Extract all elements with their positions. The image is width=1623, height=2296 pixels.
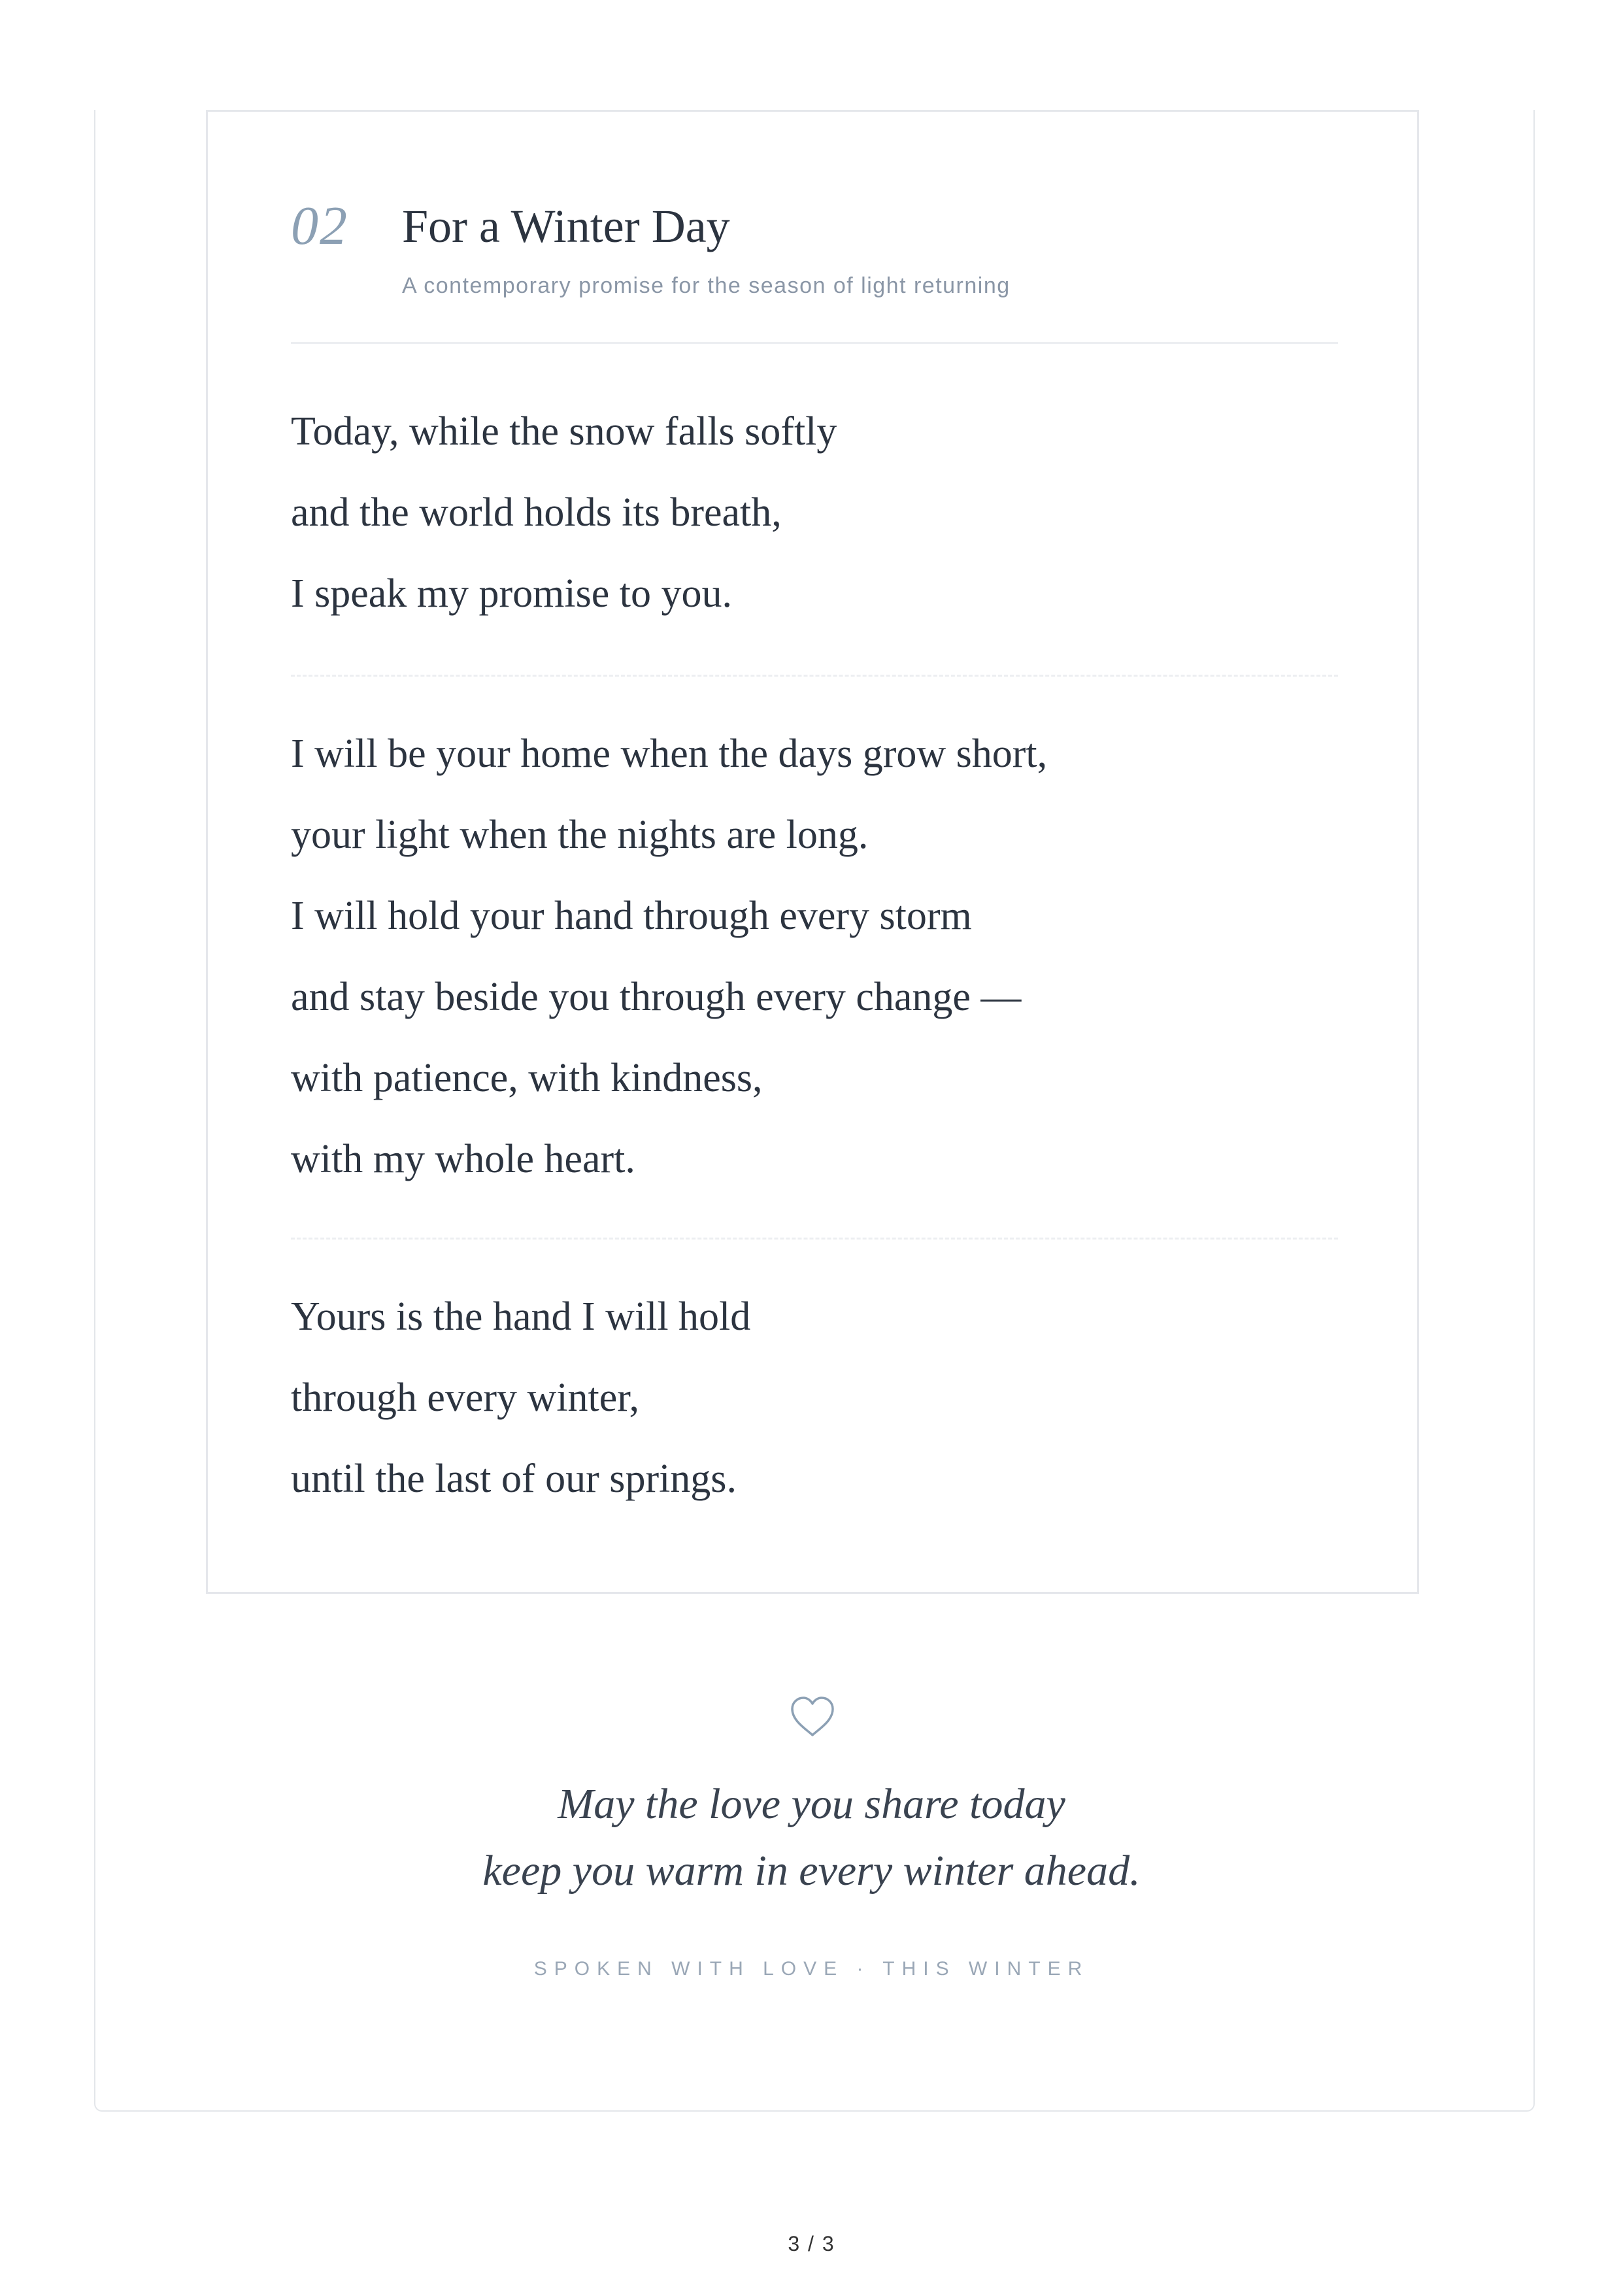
poem-title: For a Winter Day bbox=[402, 200, 730, 252]
heart-outline-icon bbox=[790, 1696, 835, 1738]
section-number: 02 bbox=[291, 195, 348, 256]
poem-line: and the world holds its breath, bbox=[291, 490, 782, 535]
poem-line: with patience, with kindness, bbox=[291, 1056, 763, 1100]
poem-line: I will be your home when the days grow short, bbox=[291, 732, 1048, 776]
poem-header bbox=[291, 187, 1338, 344]
stanza-2 bbox=[291, 713, 1338, 1200]
poem-subtitle: A contemporary promise for the season of light returning bbox=[402, 273, 1011, 298]
blessing-line-1: May the love you share today bbox=[558, 1780, 1065, 1828]
stanza-divider bbox=[291, 675, 1338, 677]
page-indicator: 3 / 3 bbox=[788, 2232, 835, 2255]
stanza-divider bbox=[291, 1238, 1338, 1240]
poem-line: Yours is the hand I will hold bbox=[291, 1294, 751, 1339]
poem-line: until the last of our springs. bbox=[291, 1457, 737, 1501]
poem-line: I will hold your hand through every storm bbox=[291, 894, 972, 938]
poem-card bbox=[206, 110, 1419, 1594]
stanza-1 bbox=[291, 391, 1338, 634]
poem-line: and stay beside you through every change — bbox=[291, 975, 1022, 1019]
stanza-3 bbox=[291, 1276, 1338, 1519]
poem-line: I speak my promise to you. bbox=[291, 571, 733, 616]
signoff: SPOKEN WITH LOVE · THIS WINTER bbox=[533, 1958, 1090, 1980]
poem-line: through every winter, bbox=[291, 1376, 639, 1420]
poem-line: with my whole heart. bbox=[291, 1137, 635, 1181]
poem-line: Today, while the snow falls softly bbox=[291, 409, 837, 454]
blessing-line-2: keep you warm in every winter ahead. bbox=[482, 1847, 1141, 1895]
header-divider bbox=[291, 342, 1338, 344]
poem-line: your light when the nights are long. bbox=[291, 813, 869, 857]
